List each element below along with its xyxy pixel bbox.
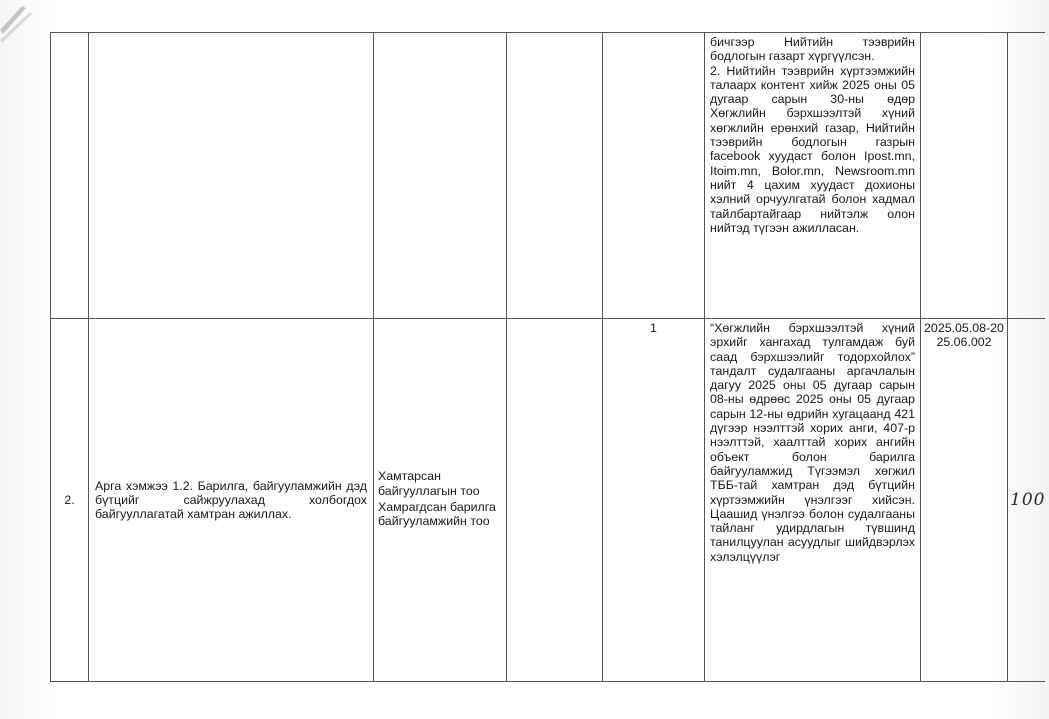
action-cell [89, 319, 374, 682]
result-paragraph: 2. Нийтийн тээврийн хүртээмжийн талаарх контент хийж 2025 оны 05 дугаар сарын 30-ны өдөр Хөгжлийн бэрхшээлтэй хүний хөгжлийн ерөнхий газар, Нийтийн тээврийн бодлогын газрын facebook хуудаст болон Ipost.mn, Itoim.mn, Bolor.mn, Newsroom.mn нийт 4 цахим хуудаст дохионы хэлний орчуулгатай болон хадмал тайлбартайгаар нийтэлж олон нийтэд түгээн ажилласан. [710, 63, 915, 235]
handwritten-score: 100 [1010, 489, 1046, 510]
indicator-item: Хамрагдсан барилга байгууламжийн тоо [378, 500, 496, 529]
table-row [51, 319, 1046, 682]
date-cell [921, 33, 1008, 319]
row-number: 2. [64, 492, 75, 507]
result-paragraph: бичгээр Нийтийн тээврийн бодлогын газарт хүргүүлсэн. [710, 35, 915, 64]
baseline-cell [507, 319, 603, 682]
target-cell [603, 33, 705, 319]
date-range: 2025.05.08-2025.06.002 [924, 321, 1004, 350]
result-text [705, 33, 920, 235]
indicator-cell [374, 33, 507, 319]
indicator-item: Хамтарсан байгууллагын тоо [378, 469, 480, 498]
action-cell [89, 33, 374, 319]
baseline-cell [507, 33, 603, 319]
score-cell [1008, 319, 1046, 682]
target-value: 1 [650, 321, 657, 335]
number-cell [51, 33, 89, 319]
action-text: Арга хэмжээ 1.2. Барилга, байгууламжийн дэд бүтцийг сайжруулахад холбогдох байгууллагатай хамтран ажиллах. [95, 478, 367, 522]
date-cell [921, 319, 1008, 682]
result-text: “Хөгжлийн бэрхшээлтэй хүний эрхийг хангахад тулгамдаж буй саад бэрхшээлийг тодорхойлох” тандалт судалгааны аргачлалын дагуу 2025 оны 05 дугаар сарын 08-ны өдрөөс 2025 оны 05 дугаар сарын 12-ны өдрийн хугацаанд 421 дүгээр нээлттэй хорих анги, 407-р нээлттэй, хаалттай хорих ангийн объект болон барилга байгууламжид Түгээмэл хөгжил ТББ-тай хамтран дэд бүтцийн хүртээмжийн үнэлгээг хийсэн. Цаашид үнэлгээ болон судалгааны тайланг удирдлагын түвшинд танилцуулан асуудлыг шийдвэрлэх хэлэлцүүлэг [710, 321, 915, 564]
result-cell [705, 33, 921, 319]
indicator-list [374, 469, 506, 528]
score-cell [1008, 33, 1046, 319]
number-cell [51, 319, 89, 682]
staple-mark [0, 0, 40, 45]
report-table [50, 32, 1045, 682]
target-cell [603, 319, 705, 682]
result-cell [705, 319, 921, 682]
table-row [51, 33, 1046, 319]
indicator-cell [374, 319, 507, 682]
